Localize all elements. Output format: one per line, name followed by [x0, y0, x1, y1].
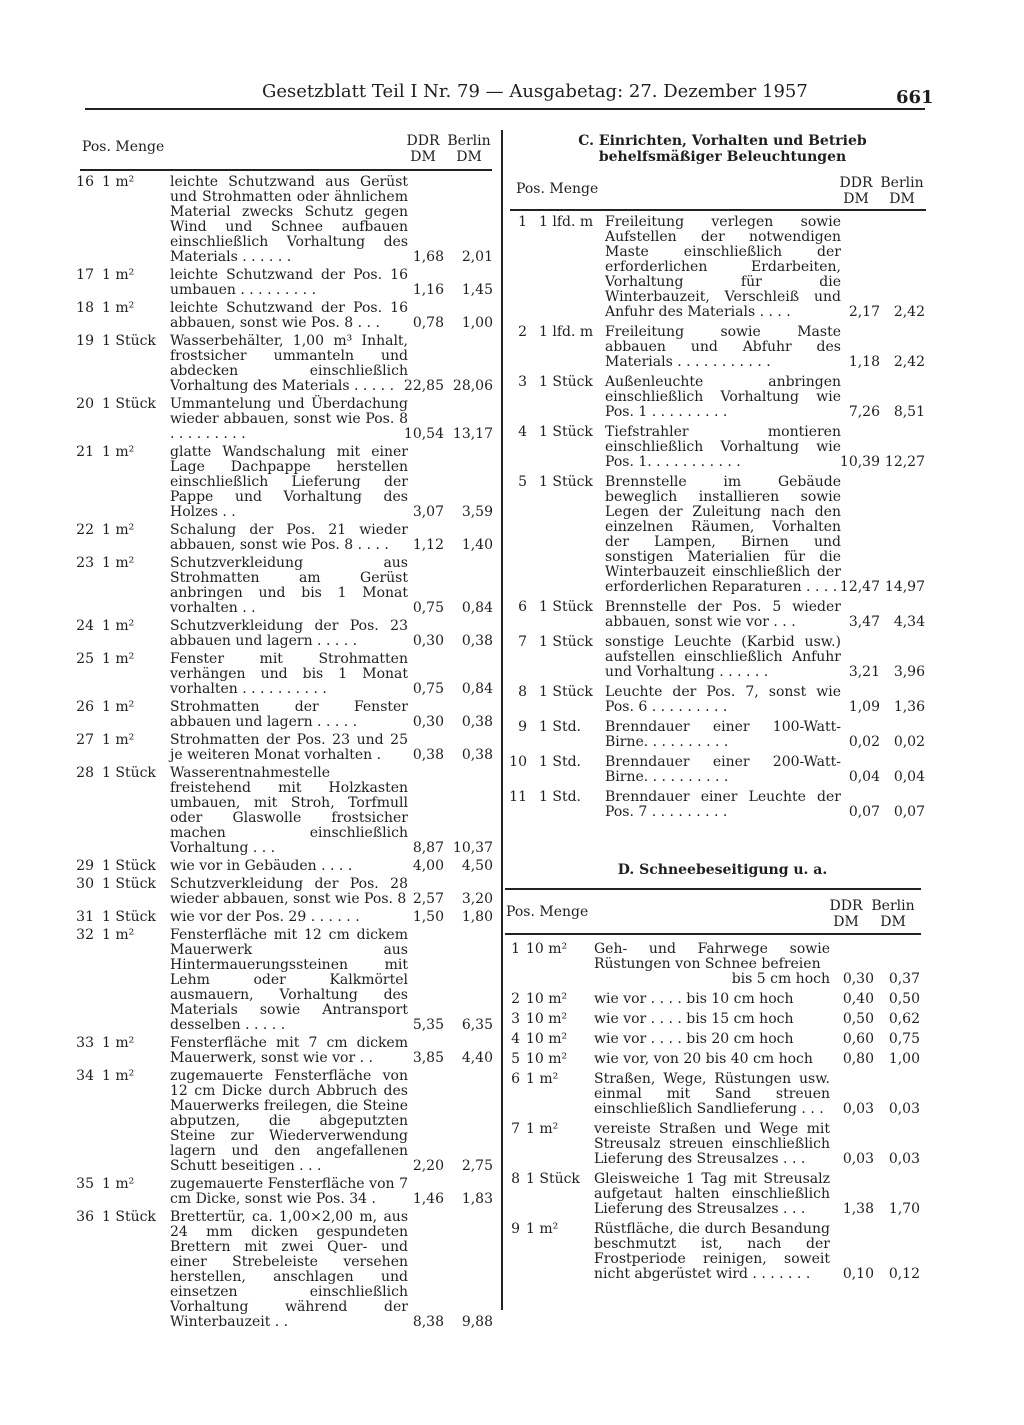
table-row — [500, 1012, 920, 1027]
row-berlin-value: 0,38 — [461, 714, 493, 730]
row-menge: 10 m² — [526, 1011, 568, 1027]
table-row — [70, 301, 495, 331]
row-menge: 1 m² — [102, 555, 135, 571]
row-menge: 1 Stück — [102, 765, 156, 781]
page-number: 661 — [896, 87, 934, 108]
row-pos: 3 — [511, 1011, 520, 1027]
dm-heading: DM — [889, 191, 915, 207]
row-menge: 1 Std. — [539, 789, 581, 805]
row-pos: 8 — [518, 684, 527, 700]
dm-heading: DM — [833, 914, 859, 930]
row-description: Ummantelung und Überdachung wieder abbauen, sonst wie Pos. 8 . . . . . . . . . — [170, 396, 408, 442]
row-menge: 1 Stück — [102, 333, 156, 349]
row-ddr-value: 0,78 — [412, 315, 444, 331]
row-pos: 9 — [518, 719, 527, 735]
row-berlin-value: 1,40 — [461, 537, 493, 553]
row-description: Außenleuchte anbringen einschließlich Vorhaltung wie Pos. 1 . . . . . . . . . — [605, 374, 841, 420]
row-ddr-value: 0,40 — [842, 991, 874, 1007]
dm-heading: DM — [456, 149, 482, 165]
row-description: wie vor der Pos. 29 . . . . . . — [170, 909, 360, 925]
row-description: Schutzverkleidung der Pos. 28 wieder abbauen, sonst wie Pos. 8 — [170, 876, 408, 907]
row-pos: 24 — [76, 618, 94, 634]
page-header: Gesetzblatt Teil I Nr. 79 — Ausgabetag: 27. Dezember 1957 — [262, 81, 808, 102]
row-description: Wasserbehälter, 1,00 m³ Inhalt, frostsicher ummanteln und abdecken einschließlich Vorhaltung des Materials . . . . . — [170, 333, 408, 394]
row-pos: 17 — [76, 267, 94, 283]
table-row — [70, 700, 495, 730]
row-pos: 1 — [511, 941, 520, 957]
row-pos: 10 — [509, 754, 527, 770]
row-berlin-value: 3,20 — [461, 891, 493, 907]
row-pos: 19 — [76, 333, 94, 349]
pos-menge-heading: Pos. Menge — [82, 139, 165, 155]
table-row — [500, 942, 920, 987]
row-description: Freileitung verlegen sowie Aufstellen der notwendigen Maste einschließlich der erforderlichen Erdarbeiten, Vorhaltung für die Winterbauzeit, Verschleiß und Anfuhr des Materials . . . . — [605, 214, 841, 320]
section-c-table-head — [516, 175, 926, 209]
row-description: Leuchte der Pos. 7, sonst wie Pos. 6 . . . . . . . . . — [605, 684, 841, 715]
row-berlin-value: 1,45 — [461, 282, 493, 298]
row-pos: 33 — [76, 1035, 94, 1051]
row-berlin-value: 1,70 — [888, 1201, 920, 1217]
row-berlin-value: 2,75 — [461, 1158, 493, 1174]
row-ddr-value: 1,09 — [848, 699, 880, 715]
row-pos: 30 — [76, 876, 94, 892]
row-pos: 36 — [76, 1209, 94, 1225]
table-row — [505, 755, 925, 785]
row-pos: 18 — [76, 300, 94, 316]
row-berlin-value: 8,51 — [893, 404, 925, 420]
table-row — [70, 334, 495, 394]
row-ddr-value: 3,47 — [848, 614, 880, 630]
row-menge: 1 lfd. m — [539, 324, 594, 340]
table-row — [505, 600, 925, 630]
berlin-heading: Berlin — [447, 133, 491, 149]
row-pos: 7 — [518, 634, 527, 650]
row-berlin-value: 4,50 — [461, 858, 493, 874]
row-berlin-value: 0,04 — [893, 769, 925, 785]
row-menge: 10 m² — [526, 991, 568, 1007]
row-description: wie vor . . . . bis 20 cm hoch — [594, 1031, 794, 1047]
row-berlin-value: 1,00 — [461, 315, 493, 331]
row-ddr-value: 10,39 — [839, 454, 880, 470]
row-berlin-value: 0,84 — [461, 600, 493, 616]
row-menge: 1 Stück — [539, 599, 593, 615]
table-row — [70, 1210, 495, 1330]
row-menge: 1 m² — [102, 522, 135, 538]
row-ddr-value: 4,00 — [412, 858, 444, 874]
row-description: Schutzverkleidung der Pos. 23 abbauen und lagern . . . . . — [170, 618, 408, 649]
row-pos: 23 — [76, 555, 94, 571]
table-row — [500, 992, 920, 1007]
row-pos: 4 — [511, 1031, 520, 1047]
table-row — [500, 1172, 920, 1217]
row-menge: 1 Stück — [526, 1171, 580, 1187]
row-ddr-value: 10,54 — [403, 426, 444, 442]
row-menge: 1 Stück — [102, 858, 156, 874]
row-berlin-value: 2,42 — [893, 354, 925, 370]
table-row — [70, 1177, 495, 1207]
row-ddr-value: 0,30 — [842, 971, 874, 987]
row-menge: 1 Stück — [539, 684, 593, 700]
row-ddr-value: 0,80 — [842, 1051, 874, 1067]
row-berlin-value: 10,37 — [452, 840, 493, 856]
row-description: Brenndauer einer 100-Watt-Birne. . . . . . . . . . — [605, 719, 841, 750]
row-menge: 1 Stück — [102, 909, 156, 925]
table-row — [505, 790, 925, 820]
table-row — [70, 652, 495, 697]
row-description: Geh- und Fahrwege sowie Rüstungen von Schnee befreien — [594, 941, 830, 972]
table-row — [70, 877, 495, 907]
row-pos: 28 — [76, 765, 94, 781]
row-pos: 5 — [511, 1051, 520, 1067]
row-ddr-value: 5,35 — [412, 1017, 444, 1033]
table-row — [70, 397, 495, 442]
row-menge: 1 m² — [102, 927, 135, 943]
row-ddr-value: 0,03 — [842, 1101, 874, 1117]
table-row — [500, 1122, 920, 1167]
pos-menge-heading: Pos. Menge — [516, 181, 599, 197]
table-row — [70, 1069, 495, 1174]
row-menge: 1 Stück — [102, 396, 156, 412]
row-pos: 32 — [76, 927, 94, 943]
row-ddr-value: 0,30 — [412, 714, 444, 730]
row-pos: 3 — [518, 374, 527, 390]
row-berlin-value: 14,97 — [884, 579, 925, 595]
row-description: zugemauerte Fensterfläche von 7 cm Dicke, sonst wie Pos. 34 . — [170, 1176, 408, 1207]
row-menge: 1 Stück — [102, 1209, 156, 1225]
row-berlin-value: 4,40 — [461, 1050, 493, 1066]
row-ddr-value: 2,20 — [412, 1158, 444, 1174]
row-description: Freileitung sowie Maste abbauen und Abfuhr des Materials . . . . . . . . . . . — [605, 324, 841, 370]
row-description: Brenndauer einer Leuchte der Pos. 7 . . . . . . . . . — [605, 789, 841, 820]
row-ddr-value: 0,10 — [842, 1266, 874, 1282]
row-berlin-value: 0,12 — [888, 1266, 920, 1282]
row-berlin-value: 0,07 — [893, 804, 925, 820]
table-row — [70, 859, 495, 874]
row-menge: 1 lfd. m — [539, 214, 594, 230]
row-ddr-value: 1,12 — [412, 537, 444, 553]
row-pos: 22 — [76, 522, 94, 538]
pos-menge-heading: Pos. Menge — [506, 904, 589, 920]
row-ddr-value: 0,04 — [848, 769, 880, 785]
table-row — [500, 1222, 920, 1282]
table-row — [505, 425, 925, 470]
table-row — [70, 619, 495, 649]
row-pos: 27 — [76, 732, 94, 748]
row-description: Gleisweiche 1 Tag mit Streusalz aufgetaut halten einschließlich Lieferung des Streusalzes . . . — [594, 1171, 830, 1217]
row-menge: 1 Std. — [539, 754, 581, 770]
table-row — [70, 523, 495, 553]
row-description: Tiefstrahler montieren einschließlich Vorhaltung wie Pos. 1. . . . . . . . . . . — [605, 424, 841, 470]
table-row — [70, 1036, 495, 1066]
row-berlin-value: 4,34 — [893, 614, 925, 630]
row-pos: 9 — [511, 1221, 520, 1237]
row-menge: 1 m² — [102, 174, 135, 190]
row-menge: 1 m² — [526, 1071, 559, 1087]
table-row — [70, 445, 495, 520]
row-berlin-value: 1,36 — [893, 699, 925, 715]
row-description: Strohmatten der Pos. 23 und 25 je weiteren Monat vorhalten . — [170, 732, 408, 763]
row-pos: 6 — [511, 1071, 520, 1087]
section-d-table — [500, 942, 920, 1287]
row-berlin-value: 28,06 — [452, 378, 493, 394]
row-description: Schalung der Pos. 21 wieder abbauen, sonst wie Pos. 8 . . . . — [170, 522, 408, 553]
row-berlin-value: 0,03 — [888, 1101, 920, 1117]
table-row — [505, 325, 925, 370]
row-ddr-value: 1,18 — [848, 354, 880, 370]
row-pos: 20 — [76, 396, 94, 412]
row-menge: 1 m² — [102, 1035, 135, 1051]
row-menge: 1 Stück — [539, 474, 593, 490]
row-pos: 1 — [518, 214, 527, 230]
row-description: wie vor . . . . bis 10 cm hoch — [594, 991, 794, 1007]
row-description: Brettertür, ca. 1,00×2,00 m, aus 24 mm dicken gespundeten Brettern mit zwei Quer- und einer Strebeleiste versehen herstellen, anschlagen und einsetzen einschließlich Vorhaltung während der Winterbauzeit . . — [170, 1209, 408, 1330]
row-berlin-value: 2,42 — [893, 304, 925, 320]
row-ddr-value: 2,17 — [848, 304, 880, 320]
table-row — [70, 268, 495, 298]
row-pos: 25 — [76, 651, 94, 667]
row-ddr-value: 7,26 — [848, 404, 880, 420]
row-berlin-value: 0,38 — [461, 747, 493, 763]
row-pos: 21 — [76, 444, 94, 460]
row-berlin-value: 2,01 — [461, 249, 493, 265]
section-c-head-rule — [510, 209, 926, 211]
row-description: Fensterfläche mit 12 cm dickem Mauerwerk aus Hintermauerungssteinen mit Lehm oder Kalkmörtel ausmauern, Vorhaltung des Materials sowie Antransport desselben . . . . . — [170, 927, 408, 1033]
row-pos: 7 — [511, 1121, 520, 1137]
table-row — [500, 1032, 920, 1047]
row-description: glatte Wandschalung mit einer Lage Dachpappe herstellen einschließlich Lieferung der Pappe und Vorhaltung des Holzes . . — [170, 444, 408, 520]
table-row — [505, 475, 925, 595]
row-description: leichte Schutzwand der Pos. 16 umbauen . . . . . . . . . — [170, 267, 408, 298]
row-description: sonstige Leuchte (Karbid usw.) aufstellen einschließlich Anfuhr und Vorhaltung . . . . . . — [605, 634, 841, 680]
row-description: zugemauerte Fensterfläche von 12 cm Dicke durch Abbruch des Mauerwerks freilegen, die Steine abputzen, die abgeputzten Steine zur Wiederverwendung lagern und den angefallenen Schutt beseitigen . . . — [170, 1068, 408, 1174]
berlin-heading: Berlin — [871, 898, 915, 914]
row-ddr-value: 0,03 — [842, 1151, 874, 1167]
row-berlin-value: 1,83 — [461, 1191, 493, 1207]
row-pos: 26 — [76, 699, 94, 715]
row-ddr-value: 8,87 — [412, 840, 444, 856]
dm-heading: DM — [843, 191, 869, 207]
row-berlin-value: 1,80 — [461, 909, 493, 925]
section-d-head-rule — [505, 933, 921, 935]
row-description: Rüstfläche, die durch Besandung beschmutzt ist, nach der Frostperiode reinigen, soweit nicht abgerüstet wird . . . . . . . — [594, 1221, 830, 1282]
row-description: vereiste Straßen und Wege mit Streusalz streuen einschließlich Lieferung des Streusalzes . . . — [594, 1121, 830, 1167]
row-description: Brennstelle der Pos. 5 wieder abbauen, sonst wie vor . . . — [605, 599, 841, 630]
row-menge: 1 m² — [102, 699, 135, 715]
row-menge: 1 m² — [102, 1176, 135, 1192]
row-menge: 1 m² — [526, 1221, 559, 1237]
row-description: leichte Schutzwand der Pos. 16 abbauen, sonst wie Pos. 8 . . . — [170, 300, 408, 331]
row-ddr-value: 0,50 — [842, 1011, 874, 1027]
row-description: leichte Schutzwand aus Gerüst und Strohmatten oder ähnlichem Material zwecks Schutz gegen Wind und Schnee aufbauen einschließlich Vorhaltung des Materials . . . . . . — [170, 174, 408, 265]
row-ddr-value: 3,85 — [412, 1050, 444, 1066]
row-description: Straßen, Wege, Rüstungen usw. einmal mit Sand streuen einschließlich Sandlieferung . . . — [594, 1071, 830, 1117]
row-menge: 1 m² — [102, 618, 135, 634]
row-description: Schutzverkleidung aus Strohmatten am Gerüst anbringen und bis 1 Monat vorhalten . . — [170, 555, 408, 616]
table-row — [500, 1052, 920, 1067]
row-pos: 5 — [518, 474, 527, 490]
row-menge: 1 m² — [102, 267, 135, 283]
row-pos: 16 — [76, 174, 94, 190]
ddr-heading: DDR — [839, 175, 873, 191]
row-menge: 1 Stück — [539, 374, 593, 390]
row-berlin-value: 0,38 — [461, 633, 493, 649]
row-description: Wasserentnahmestelle freistehend mit Holzkasten umbauen, mit Stroh, Torfmull oder Glaswolle frostsicher machen einschließlich Vorhaltung . . . — [170, 765, 408, 856]
row-ddr-value: 1,38 — [842, 1201, 874, 1217]
table-row — [505, 685, 925, 715]
row-menge: 10 m² — [526, 1031, 568, 1047]
dm-heading: DM — [880, 914, 906, 930]
row-menge: 1 Stück — [102, 876, 156, 892]
row-ddr-value: 2,57 — [412, 891, 444, 907]
row-ddr-value: 0,30 — [412, 633, 444, 649]
left-table-head — [82, 133, 492, 169]
row-ddr-value: 3,21 — [848, 664, 880, 680]
left-head-rule — [80, 169, 492, 171]
row-description: wie vor . . . . bis 15 cm hoch — [594, 1011, 794, 1027]
row-menge: 1 m² — [102, 732, 135, 748]
row-berlin-value: 1,00 — [888, 1051, 920, 1067]
table-row — [70, 928, 495, 1033]
table-row — [70, 556, 495, 616]
row-menge: 1 m² — [102, 300, 135, 316]
table-row — [505, 215, 925, 320]
row-ddr-value: 3,07 — [412, 504, 444, 520]
row-berlin-value: 3,96 — [893, 664, 925, 680]
row-ddr-value: 1,68 — [412, 249, 444, 265]
row-berlin-value: 0,50 — [888, 991, 920, 1007]
ddr-heading: DDR — [829, 898, 863, 914]
row-ddr-value: 0,07 — [848, 804, 880, 820]
row-pos: 2 — [511, 991, 520, 1007]
row-ddr-value: 0,75 — [412, 600, 444, 616]
row-ddr-value: 8,38 — [412, 1314, 444, 1330]
row-berlin-value: 0,75 — [888, 1031, 920, 1047]
row-ddr-value: 0,38 — [412, 747, 444, 763]
row-description: Brennstelle im Gebäude beweglich installieren sowie Legen der Zuleitung nach den einzelnen Räumen, Vorhalten der Lampen, Birnen und sonstigen Materialien für die Winterbauzeit einschließlich der erforderlichen Reparaturen . . . . — [605, 474, 841, 595]
row-description: wie vor in Gebäuden . . . . — [170, 858, 353, 874]
row-pos: 29 — [76, 858, 94, 874]
row-menge: 10 m² — [526, 941, 568, 957]
row-ddr-value: 0,75 — [412, 681, 444, 697]
row-pos: 2 — [518, 324, 527, 340]
row-berlin-value: 13,17 — [452, 426, 493, 442]
row-berlin-value: 0,02 — [893, 734, 925, 750]
row-menge: 1 Std. — [539, 719, 581, 735]
row-ddr-value: 0,60 — [842, 1031, 874, 1047]
row-berlin-value: 6,35 — [461, 1017, 493, 1033]
table-row — [70, 733, 495, 763]
table-row — [70, 175, 495, 265]
row-ddr-value: 12,47 — [839, 579, 880, 595]
row-ddr-value: 0,02 — [848, 734, 880, 750]
row-menge: 10 m² — [526, 1051, 568, 1067]
row-description: wie vor, von 20 bis 40 cm hoch — [594, 1051, 813, 1067]
header-rule — [85, 108, 925, 110]
row-menge: 1 Stück — [539, 634, 593, 650]
table-row — [505, 635, 925, 680]
row-description: Strohmatten der Fenster abbauen und lagern . . . . . — [170, 699, 408, 730]
section-c-title: C. Einrichten, Vorhalten und Betrieb behelfsmäßiger Beleuchtungen — [578, 133, 867, 165]
row-description: Fenster mit Strohmatten verhängen und bis 1 Monat vorhalten . . . . . . . . . . — [170, 651, 408, 697]
table-row — [500, 1072, 920, 1117]
row-pos: 31 — [76, 909, 94, 925]
row-menge: 1 m² — [102, 444, 135, 460]
berlin-heading: Berlin — [880, 175, 924, 191]
row-menge: 1 m² — [102, 1068, 135, 1084]
row-pos: 4 — [518, 424, 527, 440]
section-d-title: D. Schneebeseitigung u. a. — [617, 862, 828, 878]
row-pos: 8 — [511, 1171, 520, 1187]
row-description: Fensterfläche mit 7 cm dickem Mauerwerk, sonst wie vor . . — [170, 1035, 408, 1066]
dm-heading: DM — [410, 149, 436, 165]
table-row — [70, 766, 495, 856]
row-berlin-value: 0,03 — [888, 1151, 920, 1167]
left-table — [70, 175, 495, 1333]
section-d-table-head — [506, 898, 918, 932]
row-ddr-value: 1,16 — [412, 282, 444, 298]
row-menge: 1 Stück — [539, 424, 593, 440]
row-berlin-value: 9,88 — [461, 1314, 493, 1330]
row-berlin-value: 0,37 — [888, 971, 920, 987]
table-row — [505, 720, 925, 750]
row-description: Brenndauer einer 200-Watt-Birne. . . . . . . . . . — [605, 754, 841, 785]
row-extra: bis 5 cm hoch — [731, 971, 830, 987]
row-pos: 6 — [518, 599, 527, 615]
row-pos: 34 — [76, 1068, 94, 1084]
row-berlin-value: 3,59 — [461, 504, 493, 520]
row-ddr-value: 22,85 — [403, 378, 444, 394]
row-pos: 11 — [509, 789, 527, 805]
row-berlin-value: 12,27 — [884, 454, 925, 470]
row-pos: 35 — [76, 1176, 94, 1192]
row-menge: 1 m² — [526, 1121, 559, 1137]
section-c-table — [505, 215, 925, 825]
row-berlin-value: 0,84 — [461, 681, 493, 697]
row-menge: 1 m² — [102, 651, 135, 667]
ddr-heading: DDR — [406, 133, 440, 149]
row-berlin-value: 0,62 — [888, 1011, 920, 1027]
section-d-top-rule — [505, 888, 921, 890]
table-row — [70, 910, 495, 925]
row-ddr-value: 1,46 — [412, 1191, 444, 1207]
row-ddr-value: 1,50 — [412, 909, 444, 925]
table-row — [505, 375, 925, 420]
